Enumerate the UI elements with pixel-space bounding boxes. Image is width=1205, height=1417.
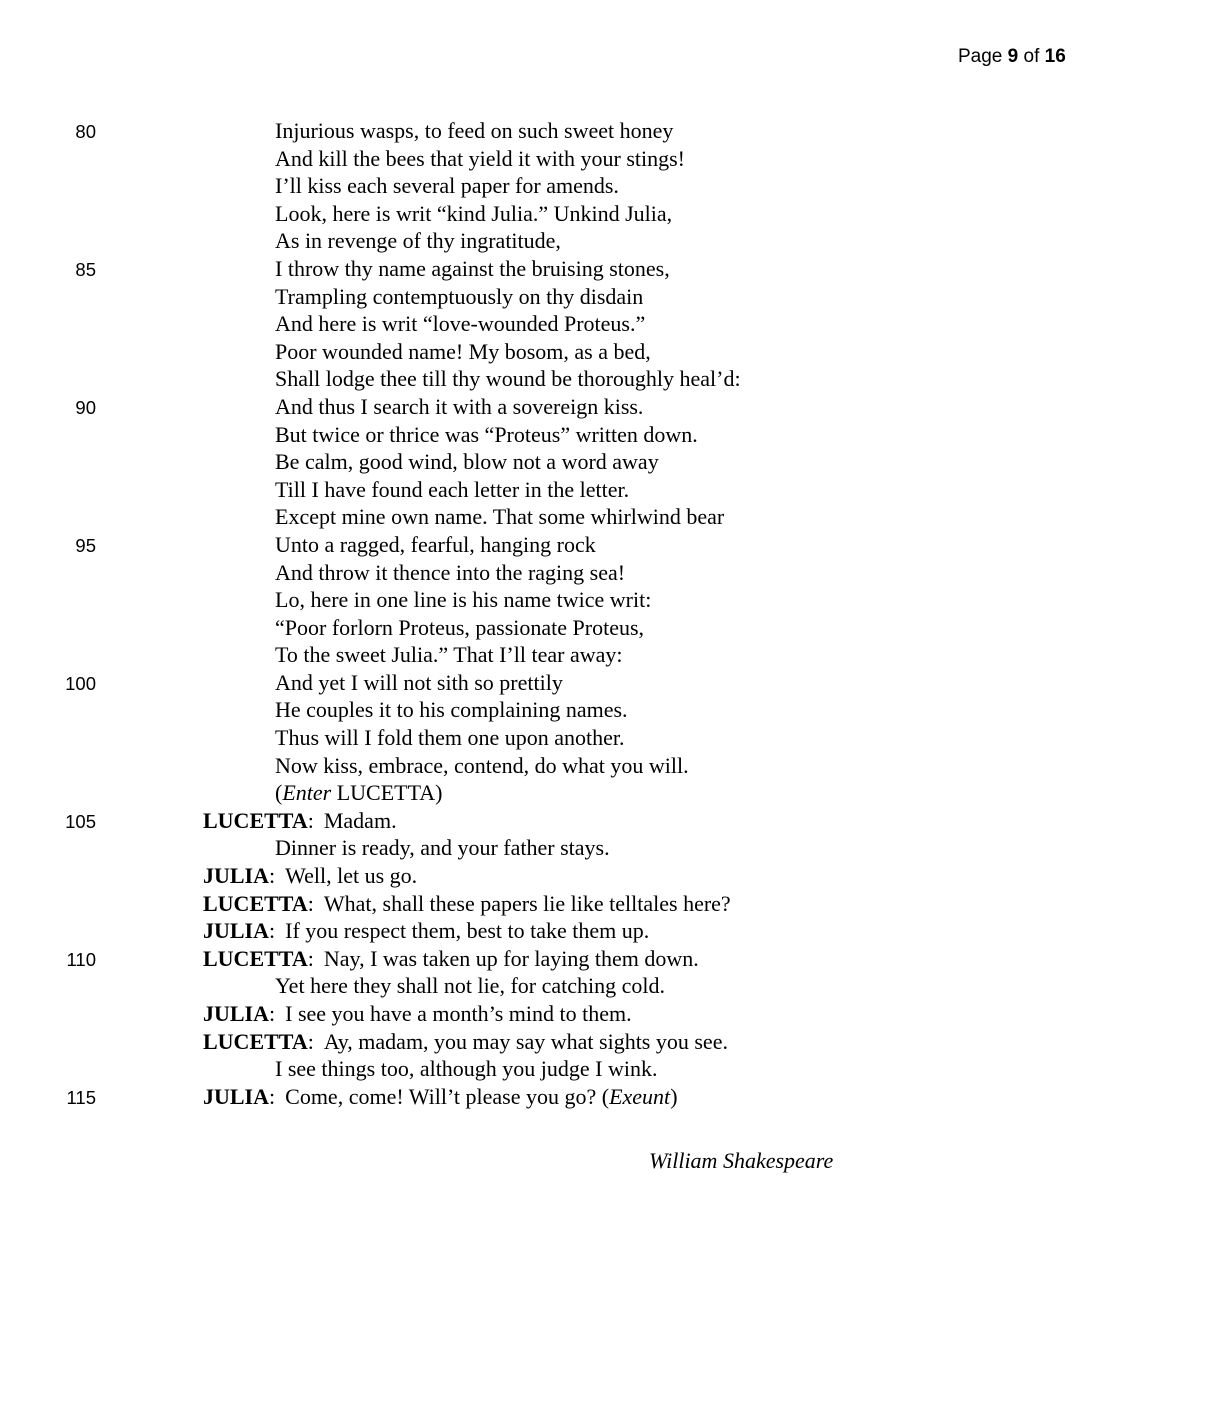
speech-text: Come, come! Will’t please you go? ( (285, 1083, 610, 1109)
speech-text: Well, let us go. (285, 863, 418, 889)
verse-text: Till I have found each letter in the letter. (275, 476, 630, 502)
play-script (0, 117, 1205, 1110)
verse-text: Yet here they shall not lie, for catching cold. (275, 973, 665, 999)
page-indicator (958, 44, 1066, 70)
script-line (0, 1083, 1205, 1111)
script-line (0, 338, 1205, 366)
script-line (0, 779, 1205, 807)
line-number: 110 (66, 948, 96, 970)
script-line (0, 641, 1205, 669)
script-line (0, 531, 1205, 559)
verse-text: And thus I search it with a sovereign kiss. (275, 393, 644, 419)
stage-direction-rest: LUCETTA) (331, 780, 443, 806)
script-line (0, 696, 1205, 724)
verse-text: Look, here is writ “kind Julia.” Unkind Julia, (275, 200, 673, 226)
script-line (0, 172, 1205, 200)
line-number: 105 (65, 810, 96, 832)
script-line (0, 586, 1205, 614)
speaker-name: LUCETTA (203, 945, 308, 971)
script-line (0, 117, 1205, 145)
verse-text: And kill the bees that yield it with your stings! (275, 145, 686, 171)
current-page-number: 9 (1007, 46, 1019, 67)
verse-text: I see things too, although you judge I wink. (275, 1056, 658, 1082)
script-line (0, 227, 1205, 255)
speech: LUCETTA: What, shall these papers lie like telltales here? (203, 890, 731, 916)
speaker-name: LUCETTA (203, 1028, 308, 1054)
script-line (0, 283, 1205, 311)
stage-direction-italic: Exeunt (609, 1083, 671, 1109)
speech-text: I see you have a month’s mind to them. (285, 1001, 632, 1026)
script-line (0, 807, 1205, 835)
script-line (0, 310, 1205, 338)
script-line (0, 421, 1205, 449)
speaker-name: JULIA (203, 1083, 270, 1109)
script-line (0, 862, 1205, 890)
script-line (0, 972, 1205, 1000)
speech-text: What, shall these papers lie like telltales here? (323, 890, 731, 916)
verse-text: Injurious wasps, to feed on such sweet honey (275, 118, 674, 143)
script-line (0, 503, 1205, 531)
author-attribution: William Shakespeare (649, 1148, 834, 1173)
verse-text: Unto a ragged, fearful, hanging rock (275, 531, 596, 557)
speech: LUCETTA: Nay, I was taken up for laying them down. (203, 945, 699, 971)
speech: LUCETTA: Madam. (203, 807, 397, 833)
verse-text: I’ll kiss each several paper for amends. (275, 173, 619, 199)
speech-text: Madam. (323, 807, 397, 833)
line-number: 100 (65, 672, 96, 694)
speech: JULIA: Come, come! Will’t please you go? (Exeunt) (203, 1083, 678, 1109)
speech: LUCETTA: Ay, madam, you may say what sights you see. (203, 1028, 728, 1054)
total-pages-number: 16 (1044, 46, 1066, 67)
page-label: Page (958, 46, 1003, 67)
speech-text: Nay, I was taken up for laying them down. (323, 945, 699, 971)
verse-text: Poor wounded name! My bosom, as a bed, (275, 338, 651, 364)
stage-direction-italic: Enter (282, 780, 332, 806)
speech: JULIA: If you respect them, best to take them up. (203, 918, 650, 944)
verse-text: I throw thy name against the bruising stones, (275, 255, 670, 281)
script-line (0, 145, 1205, 173)
verse-text: Lo, here in one line is his name twice writ: (275, 587, 652, 613)
script-line (0, 890, 1205, 918)
script-line (0, 752, 1205, 780)
speaker-name: LUCETTA (203, 807, 308, 833)
verse-text: But twice or thrice was “Proteus” written down. (275, 421, 698, 447)
speech-text: If you respect them, best to take them up. (285, 918, 650, 944)
script-line (0, 945, 1205, 973)
script-line (0, 200, 1205, 228)
script-line (0, 365, 1205, 393)
verse-text: Dinner is ready, and your father stays. (275, 835, 610, 861)
speaker-name: JULIA (203, 1001, 270, 1026)
verse-text: Except mine own name. That some whirlwind bear (275, 504, 725, 530)
verse-text: Trampling contemptuously on thy disdain (275, 283, 644, 309)
verse-text: “Poor forlorn Proteus, passionate Proteus, (275, 614, 645, 640)
verse-text: As in revenge of thy ingratitude, (275, 228, 561, 254)
verse-text: And yet I will not sith so prettily (275, 669, 563, 695)
verse-text: Now kiss, embrace, contend, do what you will. (275, 752, 689, 778)
verse-text: And throw it thence into the raging sea! (275, 559, 626, 585)
speech-text: Ay, madam, you may say what sights you see. (323, 1028, 728, 1054)
line-number: 95 (75, 534, 96, 556)
line-number: 80 (75, 121, 96, 142)
script-line (0, 917, 1205, 945)
script-line (0, 1028, 1205, 1056)
verse-text: To the sweet Julia.” That I’ll tear away: (275, 642, 623, 668)
verse-text: Be calm, good wind, blow not a word away (275, 449, 659, 475)
speaker-name: LUCETTA (203, 890, 308, 916)
script-line (0, 559, 1205, 587)
speech: JULIA: Well, let us go. (203, 863, 418, 889)
stage-direction-close: ) (670, 1083, 678, 1109)
verse-text: He couples it to his complaining names. (275, 697, 628, 723)
script-line (0, 393, 1205, 421)
line-number: 85 (75, 258, 96, 280)
stage-direction-open: ( (275, 780, 283, 806)
verse-text: And here is writ “love-wounded Proteus.” (275, 311, 646, 337)
page-of-label: of (1023, 46, 1040, 67)
script-line (0, 669, 1205, 697)
verse-text: Thus will I fold them one upon another. (275, 725, 625, 751)
script-line (0, 614, 1205, 642)
speaker-name: JULIA (203, 918, 270, 944)
speech: JULIA: I see you have a month’s mind to them. (203, 1001, 632, 1026)
stage-direction (275, 779, 443, 807)
script-line (0, 448, 1205, 476)
line-number: 115 (66, 1086, 96, 1108)
script-line (0, 724, 1205, 752)
script-line (0, 1055, 1205, 1083)
script-line (0, 476, 1205, 504)
script-line (0, 834, 1205, 862)
verse-text: Shall lodge thee till thy wound be thoroughly heal’d: (275, 366, 741, 392)
line-number: 90 (75, 396, 96, 418)
speaker-name: JULIA (203, 863, 270, 889)
script-line (0, 255, 1205, 283)
script-line (0, 1000, 1205, 1028)
